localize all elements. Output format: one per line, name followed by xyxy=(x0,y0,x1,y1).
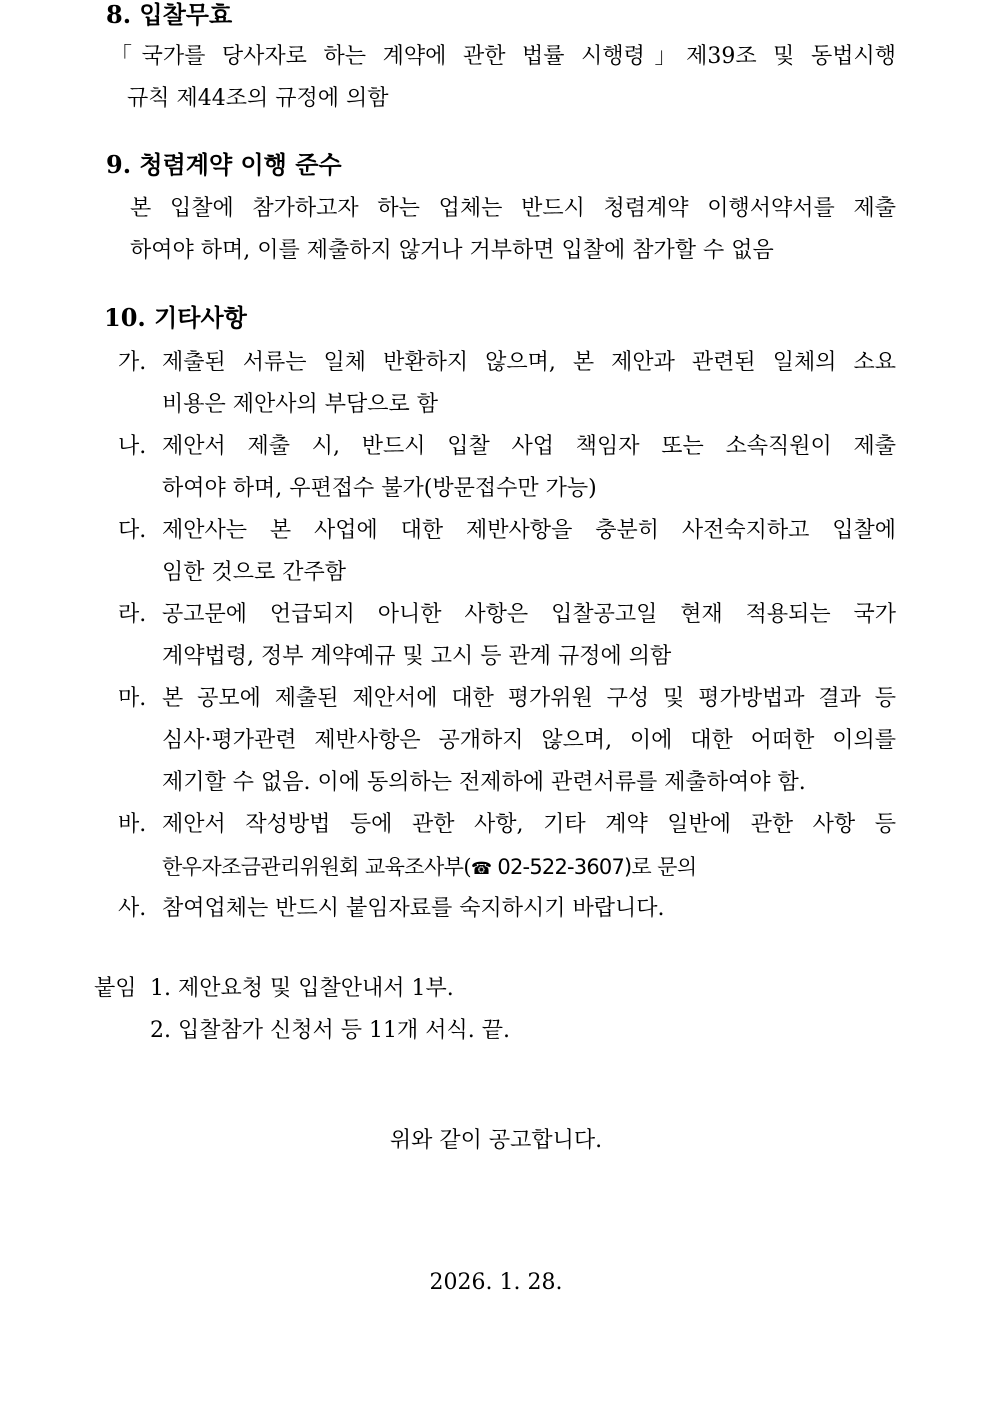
phone-icon: ☎ xyxy=(470,859,492,879)
attachment-item: 1. 제안요청 및 입찰안내서 1부. xyxy=(150,976,454,1001)
section-8-heading: 8. 입찰무효 xyxy=(106,0,233,29)
section-8-line-1: 「국가를 당사자로 하는 계약에 관한 법률 시행령」제39조 및 동법시행 xyxy=(110,44,896,69)
item-marker: 가. xyxy=(118,350,147,375)
item-line: 제출된 서류는 일체 반환하지 않으며, 본 제안과 관련된 일체의 소요 xyxy=(162,350,896,375)
section-8-line-2: 규칙 제44조의 규정에 의함 xyxy=(127,86,389,111)
item-line: 제안서 작성방법 등에 관한 사항, 기타 계약 일반에 관한 사항 등 xyxy=(162,812,896,837)
contact-line xyxy=(162,852,697,884)
item-marker: 바. xyxy=(118,812,147,837)
contact-suffix: 로 문의 xyxy=(631,855,697,879)
item-marker: 라. xyxy=(118,602,147,627)
item-line: 비용은 제안사의 부담으로 함 xyxy=(162,392,439,417)
item-line: 제기할 수 없음. 이에 동의하는 전제하에 관련서류를 제출하여야 함. xyxy=(162,770,806,795)
item-line: 제안사는 본 사업에 대한 제반사항을 충분히 사전숙지하고 입찰에 xyxy=(162,518,896,543)
announcement-date: 2026. 1. 28. xyxy=(429,1270,563,1295)
item-marker: 나. xyxy=(118,434,147,459)
item-line: 임한 것으로 간주함 xyxy=(162,560,347,585)
item-line: 본 공모에 제출된 제안서에 대한 평가위원 구성 및 평가방법과 결과 등 xyxy=(162,686,896,711)
item-line: 심사·평가관련 제반사항은 공개하지 않으며, 이에 대한 어떠한 이의를 xyxy=(162,728,896,753)
item-marker: 사. xyxy=(118,896,147,921)
section-10-heading: 10. 기타사항 xyxy=(104,303,247,332)
item-marker: 다. xyxy=(118,518,147,543)
contact-prefix: 한우자조금관리위원회 교육조사부( xyxy=(162,855,471,879)
closing-statement: 위와 같이 공고합니다. xyxy=(389,1128,603,1153)
item-line: 참여업체는 반드시 붙임자료를 숙지하시기 바랍니다. xyxy=(162,896,665,921)
attachments-label: 붙임 xyxy=(94,976,137,1001)
section-9-line-2: 하여야 하며, 이를 제출하지 않거나 거부하면 입찰에 참가할 수 없음 xyxy=(130,238,774,263)
section-9-line-1: 본 입찰에 참가하고자 하는 업체는 반드시 청렴계약 이행서약서를 제출 xyxy=(130,196,896,221)
item-line: 계약법령, 정부 계약예규 및 고시 등 관계 규정에 의함 xyxy=(162,644,672,669)
item-line: 제안서 제출 시, 반드시 입찰 사업 책임자 또는 소속직원이 제출 xyxy=(162,434,896,459)
item-line: 하여야 하며, 우편접수 불가(방문접수만 가능) xyxy=(162,476,597,501)
section-9-heading: 9. 청렴계약 이행 준수 xyxy=(106,150,342,179)
attachment-item: 2. 입찰참가 신청서 등 11개 서식. 끝. xyxy=(150,1018,510,1043)
item-line: 공고문에 언급되지 아니한 사항은 입찰공고일 현재 적용되는 국가 xyxy=(162,602,896,627)
item-marker: 마. xyxy=(118,686,147,711)
phone-number: 02-522-3607) xyxy=(491,855,632,879)
